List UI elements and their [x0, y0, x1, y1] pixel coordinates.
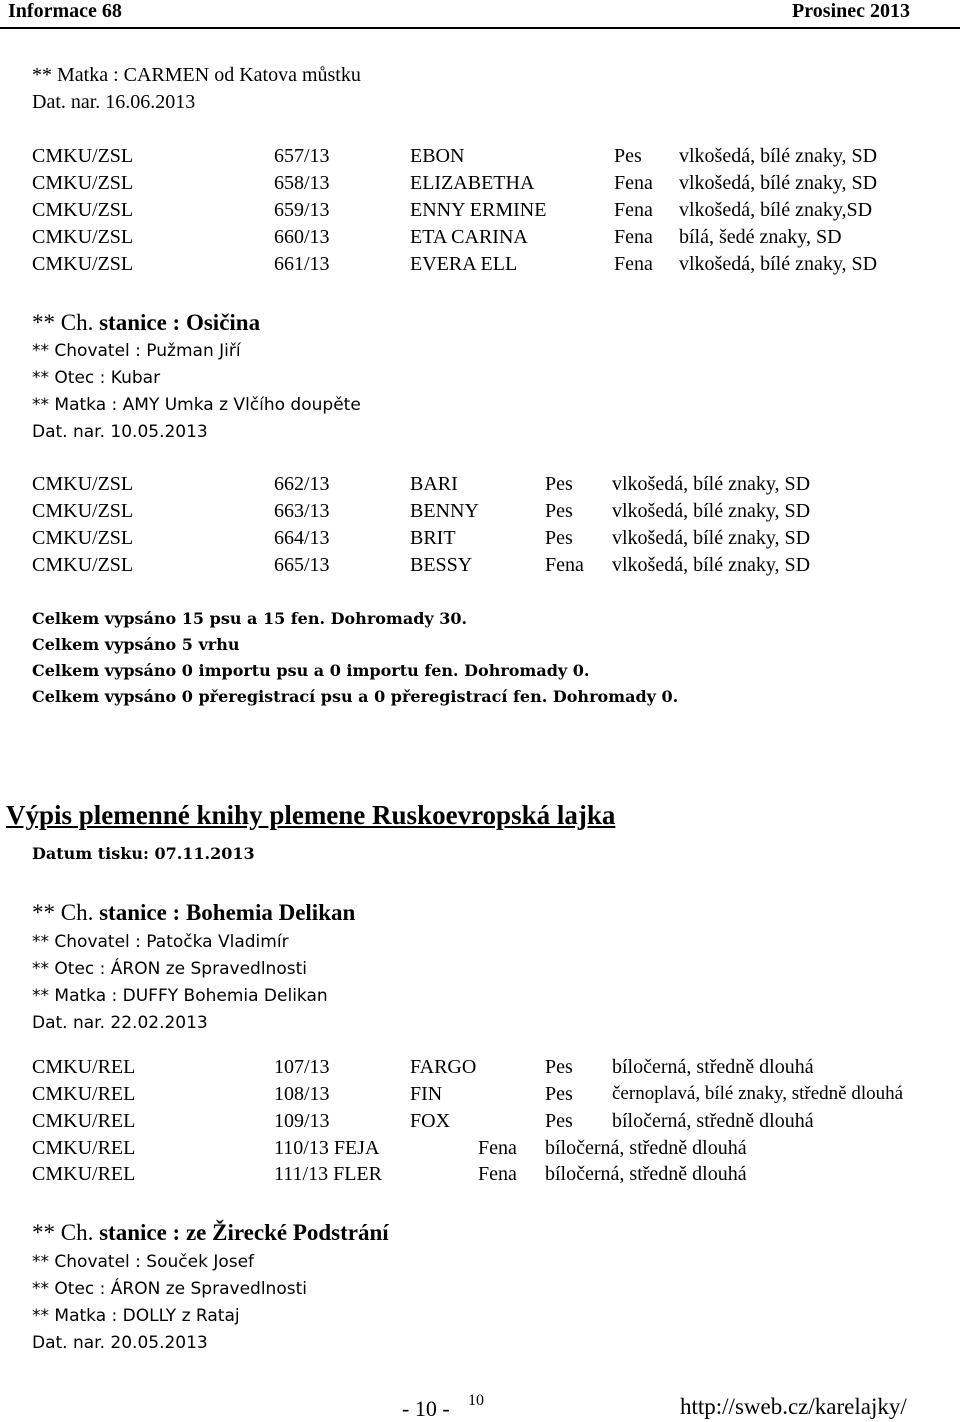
birth-date: Dat. nar. 16.06.2013 — [32, 91, 196, 113]
dog-name: BENNY — [410, 500, 479, 522]
reg-number: 665/13 — [274, 554, 330, 576]
station-name: stanice : ze Žirecké Podstrání — [93, 1220, 389, 1245]
sex: Pes — [545, 473, 573, 495]
reg-number: 107/13 — [274, 1056, 330, 1078]
station-name: stanice : Bohemia Delikan — [93, 900, 356, 925]
father-line: ** Otec : ÁRON ze Spravedlnosti — [32, 959, 307, 979]
sex: Fena — [614, 253, 653, 275]
sex: Fena — [614, 199, 653, 221]
mother-line: ** Matka : DOLLY z Rataj — [32, 1306, 240, 1326]
coat: vlkošedá, bílé znaky, SD — [679, 172, 878, 194]
coat: bíločerná, středně dlouhá — [612, 1110, 814, 1132]
registry: CMKU/REL — [32, 1137, 136, 1159]
total-line: Celkem vypsáno 5 vrhu — [32, 635, 240, 654]
dog-name: FIN — [410, 1083, 443, 1105]
dog-name: BRIT — [410, 527, 456, 549]
sex: Pes — [545, 500, 573, 522]
registry: CMKU/REL — [32, 1083, 136, 1105]
total-line: Celkem vypsáno 0 přeregistrací psu a 0 přeregistrací fen. Dohromady 0. — [32, 687, 679, 706]
birth-date: Dat. nar. 20.05.2013 — [32, 1333, 208, 1353]
reg-number-name: 110/13 FEJA — [274, 1137, 380, 1159]
registry: CMKU/ZSL — [32, 473, 134, 495]
reg-number: 658/13 — [274, 172, 330, 194]
birth-date: Dat. nar. 22.02.2013 — [32, 1013, 208, 1033]
dog-name: BESSY — [410, 554, 473, 576]
coat: bílá, šedé znaky, SD — [679, 226, 842, 248]
total-line: Celkem vypsáno 15 psu a 15 fen. Dohromady 30. — [32, 609, 468, 628]
registry: CMKU/REL — [32, 1110, 136, 1132]
header-left: Informace 68 — [8, 0, 122, 22]
reg-number: 663/13 — [274, 500, 330, 522]
reg-number: 660/13 — [274, 226, 330, 248]
reg-number: 662/13 — [274, 473, 330, 495]
registry: CMKU/ZSL — [32, 172, 134, 194]
total-line: Celkem vypsáno 0 importu psu a 0 importu fen. Dohromady 0. — [32, 661, 590, 680]
reg-number-name: 111/13 FLER — [274, 1163, 382, 1185]
sex: Fena — [478, 1163, 517, 1185]
coat: bíločerná, středně dlouhá — [545, 1163, 747, 1185]
sex: Fena — [614, 226, 653, 248]
station-heading — [32, 1220, 389, 1246]
breeder-line: ** Chovatel : Souček Josef — [32, 1252, 255, 1272]
dog-name: ELIZABETHA — [410, 172, 535, 194]
reg-number: 109/13 — [274, 1110, 330, 1132]
station-prefix: ** Ch. — [32, 1220, 94, 1245]
birth-date: Dat. nar. 10.05.2013 — [32, 422, 208, 442]
reg-number: 657/13 — [274, 145, 330, 167]
dog-name: EBON — [410, 145, 465, 167]
coat: vlkošedá, bílé znaky,SD — [679, 199, 873, 221]
coat: vlkošedá, bílé znaky, SD — [612, 473, 811, 495]
reg-number: 664/13 — [274, 527, 330, 549]
reg-number: 659/13 — [274, 199, 330, 221]
registry: CMKU/ZSL — [32, 527, 134, 549]
coat: vlkošedá, bílé znaky, SD — [679, 253, 878, 275]
dog-name: FARGO — [410, 1056, 477, 1078]
section-title: Výpis plemenné knihy plemene Ruskoevropská lajka — [6, 800, 616, 830]
coat: bíločerná, středně dlouhá — [545, 1137, 747, 1159]
registry: CMKU/ZSL — [32, 199, 134, 221]
coat: vlkošedá, bílé znaky, SD — [612, 554, 811, 576]
breeder-line: ** Chovatel : Patočka Vladimír — [32, 932, 289, 952]
coat: vlkošedá, bílé znaky, SD — [612, 527, 811, 549]
father-line: ** Otec : Kubar — [32, 368, 161, 388]
registry: CMKU/ZSL — [32, 253, 134, 275]
station-heading — [32, 310, 260, 336]
sex: Pes — [545, 527, 573, 549]
coat: vlkošedá, bílé znaky, SD — [679, 145, 878, 167]
registry: CMKU/REL — [32, 1163, 136, 1185]
sex: Fena — [478, 1137, 517, 1159]
coat: vlkošedá, bílé znaky, SD — [612, 500, 811, 522]
station-name: stanice : Osičina — [93, 310, 261, 335]
sex: Pes — [545, 1083, 573, 1105]
registry: CMKU/ZSL — [32, 145, 134, 167]
reg-number: 661/13 — [274, 253, 330, 275]
dog-name: BARI — [410, 473, 458, 495]
station-prefix: ** Ch. — [32, 310, 94, 335]
mother-line: ** Matka : DUFFY Bohemia Delikan — [32, 986, 328, 1006]
page-number-small: 10 — [468, 1392, 484, 1409]
sex: Fena — [614, 172, 653, 194]
dog-name: ETA CARINA — [410, 226, 528, 248]
father-line: ** Otec : ÁRON ze Spravedlnosti — [32, 1279, 307, 1299]
sex: Pes — [614, 145, 642, 167]
mother-line: ** Matka : CARMEN od Katova můstku — [32, 64, 361, 86]
coat: bíločerná, středně dlouhá — [612, 1056, 814, 1078]
header-rule — [0, 27, 960, 29]
registry: CMKU/ZSL — [32, 500, 134, 522]
breeder-line: ** Chovatel : Pužman Jiří — [32, 341, 241, 361]
station-prefix: ** Ch. — [32, 900, 94, 925]
coat: černoplavá, bílé znaky, středně dlouhá — [612, 1083, 904, 1104]
footer-url: http://sweb.cz/karelajky/ — [680, 1394, 907, 1419]
dog-name: FOX — [410, 1110, 451, 1132]
sex: Fena — [545, 554, 584, 576]
print-date: Datum tisku: 07.11.2013 — [32, 844, 255, 863]
registry: CMKU/ZSL — [32, 226, 134, 248]
reg-number: 108/13 — [274, 1083, 330, 1105]
sex: Pes — [545, 1110, 573, 1132]
sex: Pes — [545, 1056, 573, 1078]
header-right: Prosinec 2013 — [792, 0, 910, 22]
dog-name: EVERA ELL — [410, 253, 518, 275]
page-number: - 10 - — [402, 1396, 450, 1421]
mother-line: ** Matka : AMY Umka z Vlčího doupěte — [32, 395, 361, 415]
registry: CMKU/ZSL — [32, 554, 134, 576]
station-heading — [32, 900, 355, 926]
registry: CMKU/REL — [32, 1056, 136, 1078]
dog-name: ENNY ERMINE — [410, 199, 547, 221]
